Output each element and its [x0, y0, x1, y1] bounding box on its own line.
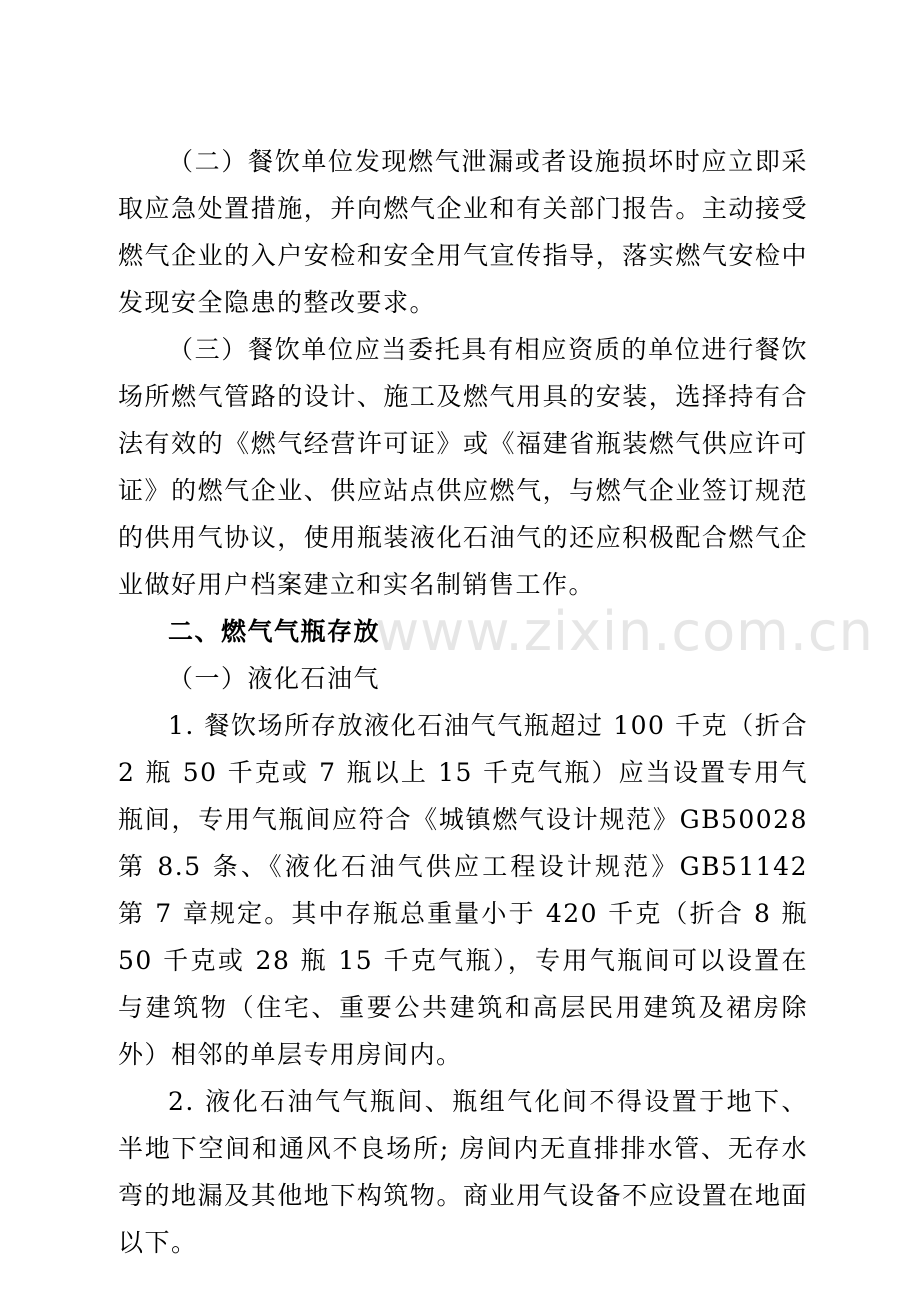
paragraph-qualified-installation: （三）餐饮单位应当委托具有相应资质的单位进行餐饮场所燃气管路的设计、施工及燃气用具的安装，选择持有合法有效的《燃气经营许可证》或《福建省瓶装燃气供应许可证》的燃气企业、供应站点供应燃气，与燃气企业签订规范的供用气协议，使用瓶装液化石油气的还应积极配合燃气企业做好用户档案建立和实名制销售工作。 — [118, 335, 808, 599]
document-body — [118, 138, 808, 1266]
section-heading-cylinder-storage: 二、燃气气瓶存放 — [168, 617, 381, 646]
subsection-heading-lpg: （一）液化石油气 — [168, 664, 381, 693]
watermark-text: www.zixin.com.cn — [375, 600, 874, 663]
paragraph-basement-prohibition: 2. 液化石油气气瓶间、瓶组气化间不得设置于地下、半地下空间和通风不良场所; 房间内无直排排水管、无存水弯的地漏及其他地下构筑物。商业用气设备不应设置在地面以下。 — [118, 1087, 808, 1257]
paragraph-dedicated-cylinder-room: 1. 餐饮场所存放液化石油气气瓶超过 100 千克（折合 2 瓶 50 千克或 7 瓶以上 15 千克气瓶）应当设置专用气瓶间，专用气瓶间应符合《城镇燃气设计规范》GB50028 第 8.5 条、《液化石油气供应工程设计规范》GB51142 第 7 章规定。其中存瓶总重量小于 420 千克（折合 8 瓶 50 千克或 28 瓶 15 千克气瓶），专用气瓶间可以设置在与建筑物（住宅、重要公共建筑和高层民用建筑及裙房除外）相邻的单层专用房间内。 — [118, 711, 808, 1069]
paragraph-gas-leak-response: （二）餐饮单位发现燃气泄漏或者设施损坏时应立即采取应急处置措施，并向燃气企业和有关部门报告。主动接受燃气企业的入户安检和安全用气宣传指导，落实燃气安检中发现安全隐患的整改要求。 — [118, 147, 808, 317]
